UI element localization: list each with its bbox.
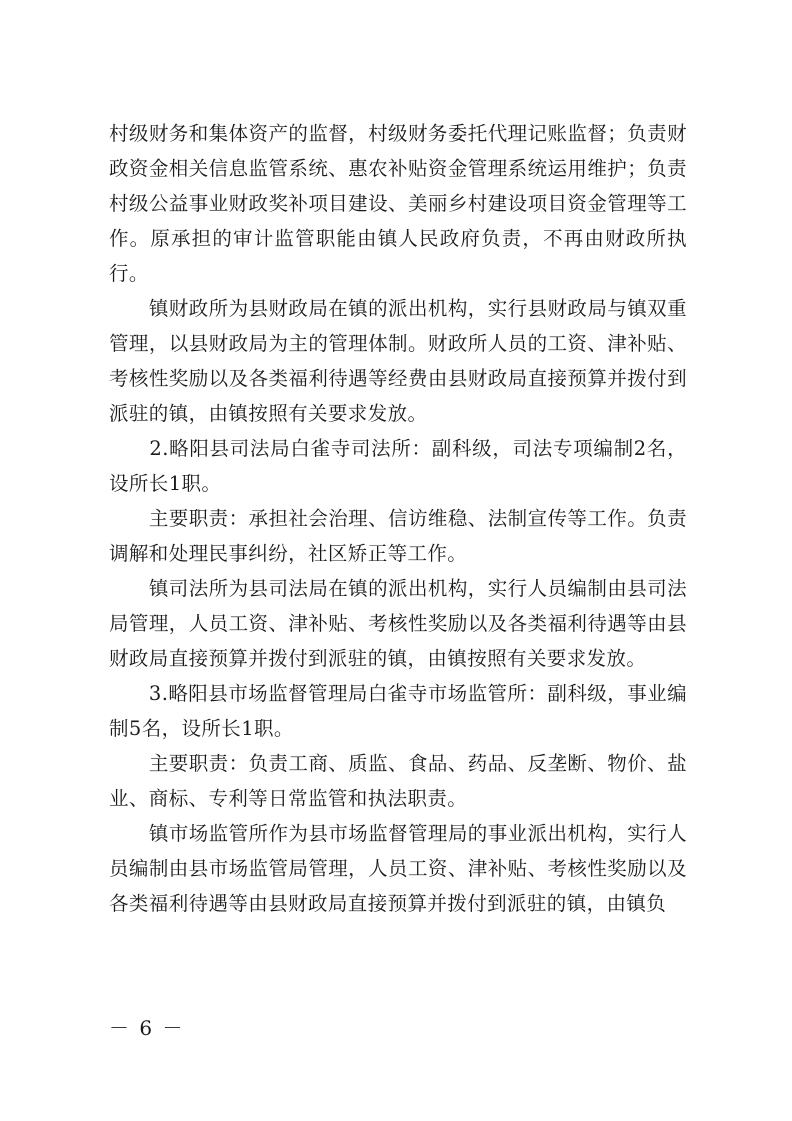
paragraph-finance-office-management: 镇财政所为县财政局在镇的派出机构，实行县财政局与镇双重管理，以县财政局为主的管理体制。财政所人员的工资、津补贴、考核性奖励以及各类福利待遇等经费由县财政局直接预算并拨付到派驻的镇，由镇按照有关要求发放。	[109, 297, 687, 425]
paragraph-judicial-office-heading: 2.略阳县司法局白雀寺司法所：副科级，司法专项编制2名，设所长1职。	[109, 437, 687, 495]
paragraph-finance-duties-continued: 村级财务和集体资产的监督，村级财务委托代理记账监督；负责财政资金相关信息监管系统、惠农补贴资金管理系统运用维护；负责村级公益事业财政奖补项目建设、美丽乡村建设项目资金管理等工作。原承担的审计监管职能由镇人民政府负责，不再由财政所执行。	[109, 122, 687, 285]
paragraph-judicial-office-duties: 主要职责：承担社会治理、信访维稳、法制宣传等工作。负责调解和处理民事纠纷，社区矫正等工作。	[109, 507, 687, 565]
paragraph-market-office-duties: 主要职责：负责工商、质监、食品、药品、反垄断、物价、盐业、商标、专利等日常监管和执法职责。	[109, 752, 687, 810]
page-number: － 6 －	[109, 1016, 185, 1040]
paragraph-market-office-heading: 3.略阳县市场监督管理局白雀寺市场监管所：副科级，事业编制5名，设所长1职。	[109, 682, 687, 740]
document-body	[109, 116, 687, 921]
paragraph-market-office-management: 镇市场监管所作为县市场监督管理局的事业派出机构，实行人员编制由县市场监管局管理，人员工资、津补贴、考核性奖励以及各类福利待遇等由县财政局直接预算并拨付到派驻的镇，由镇负	[109, 822, 687, 915]
paragraph-judicial-office-management: 镇司法所为县司法局在镇的派出机构，实行人员编制由县司法局管理，人员工资、津补贴、考核性奖励以及各类福利待遇等由县财政局直接预算并拨付到派驻的镇，由镇按照有关要求发放。	[109, 577, 687, 670]
